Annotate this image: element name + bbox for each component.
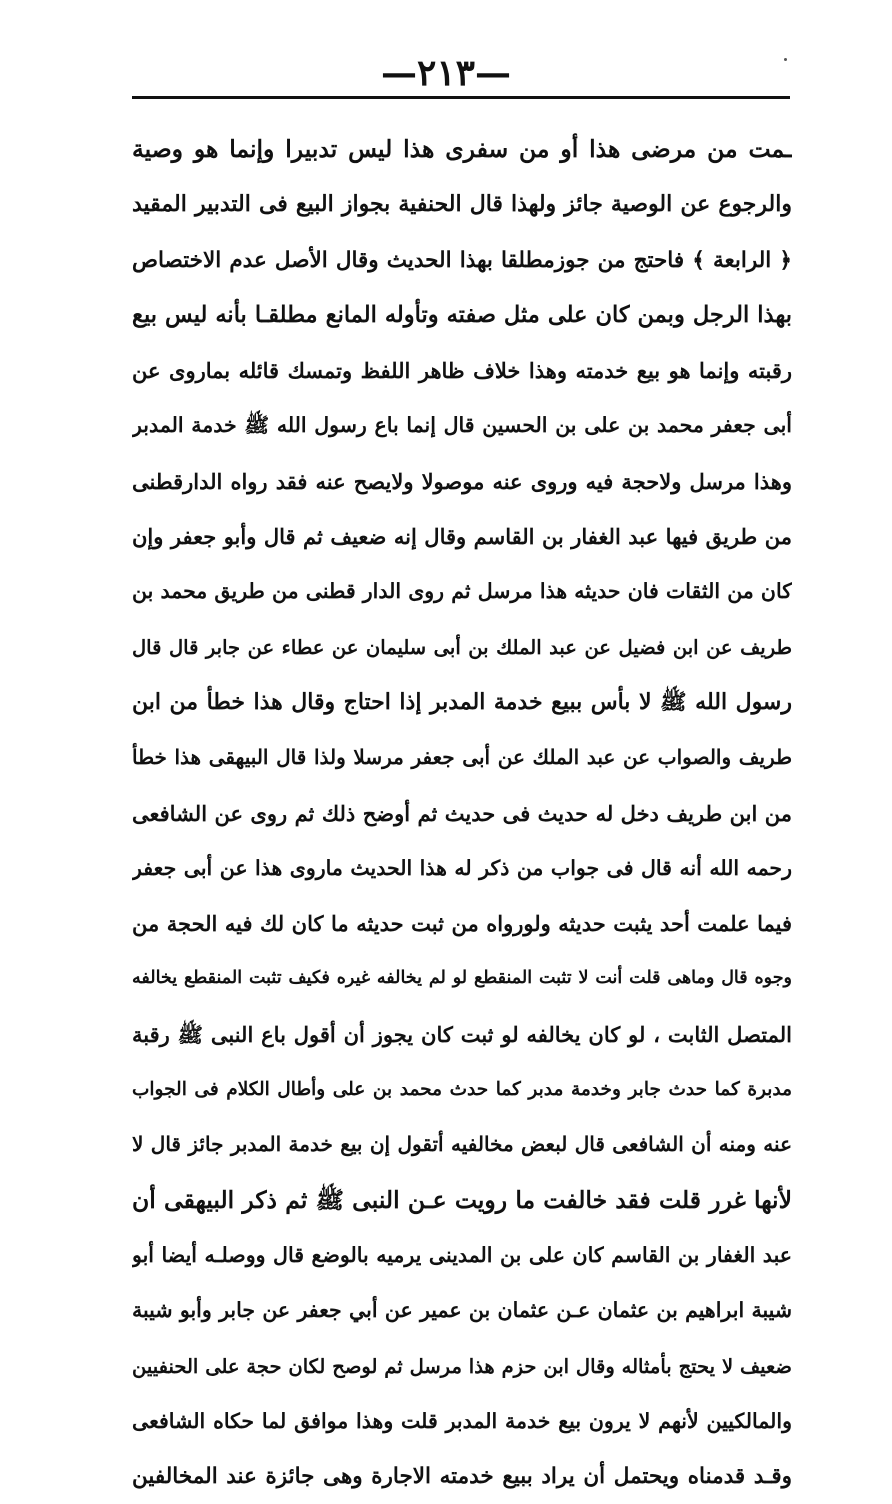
text-line-20: لأنها غرر قلت فقد خالفت ما رويت عـن النبى ﷺ ثم ذكر البيهقى أن [132, 1185, 792, 1214]
text-line-14: رحمه الله أنه قال فى جواب من ذكر له هذا الحديث ماروى هذا عن أبى جعفر [132, 855, 792, 880]
text-line-12: طريف والصواب عن عبد الملك عن أبى جعفر مرسلا ولذا قال البيهقى هذا خطأ [132, 745, 792, 770]
text-line-19: عنه ومنه أن الشافعى قال لبعض مخالفيه أتقول إن بيع خدمة المدبر جائز قال لا [132, 1132, 792, 1157]
body-text [132, 122, 792, 1504]
text-line-11: رسول الله ﷺ لا بأس ببيع خدمة المدبر إذا احتاج وقال هذا خطأ من ابن [132, 688, 792, 715]
text-line-5: رقبته وإنما هو بيع خدمته وهذا خلاف ظاهر اللفظ وتمسك قائله بماروى عن [132, 358, 792, 384]
header-rule [132, 96, 790, 99]
text-line-10: طريف عن ابن فضيل عن عبد الملك بن أبى سليمان عن عطاء عن جابر قال قال [132, 635, 792, 659]
text-line-22: شيبة ابراهيم بن عثمان عـن عثمان بن عمير عن أبي جعفر عن جابر وأبو شيبة [132, 1298, 792, 1323]
text-line-4: بهذا الرجل وبمن كان على مثل صفته وتأوله المانع مطلقـا بأنه ليس بيع [132, 301, 792, 328]
text-line-15: فيما علمت أحد يثبت حديثه ولورواه من ثبت حديثه ما كان لك فيه الحجة من [132, 911, 792, 937]
text-line-9: كان من الثقات فان حديثه هذا مرسل ثم روى الدار قطنى من طريق محمد بن [132, 579, 792, 604]
text-line-7: وهذا مرسل ولاحجة فيه وروى عنه موصولا ولايصح عنه فقد رواه الدارقطنى [132, 468, 792, 494]
text-line-8: من طريق فيها عبد الغفار بن القاسم وقال إنه ضعيف ثم قال وأبو جعفر وإن [132, 524, 792, 550]
text-line-13: من ابن طريف دخل له حديث فى حديث ثم أوضح ذلك ثم روى عن الشافعى [132, 800, 792, 826]
page-number: —٢١٣— [380, 52, 511, 94]
text-line-2: والرجوع عن الوصية جائز ولهذا قال الحنفية بجواز البيع فى التدبير المقيد [132, 191, 792, 218]
text-line-24: والمالكيين لأنهم لا يرون بيع خدمة المدبر قلت وهذا موافق لما حكاه الشافعى [132, 1408, 792, 1433]
text-line-25: وقـد قدمناه ويحتمل أن يراد ببيع خدمته الاجارة وهى جائزة عند المخالفين [132, 1464, 792, 1490]
text-line-16: وجوه قال وماهى قلت أنت لا تثبت المنقطع لو لم يخالفه غيره فكيف تثبت المنقطع يخالفه [132, 968, 792, 989]
text-line-1: ـمت من مرضى هذا أو من سفرى هذا ليس تدبيرا وإنما هو وصية [132, 135, 792, 163]
text-line-3: ﴿ الرابعة ﴾ فاحتج من جوزمطلقا بهذا الحديث وقال الأصل عدم الاختصاص [132, 247, 792, 273]
text-line-17: المتصل الثابت ، لو كان يخالفه لو ثبت كان يجوز أن أقول باع النبى ﷺ رقبة [132, 1021, 792, 1047]
text-line-18: مدبرة كما حدث جابر وخدمة مدبر كما حدث محمد بن على وأطال الكلام فى الجواب [132, 1079, 792, 1101]
text-line-6: أبى جعفر محمد بن على بن الحسين قال إنما باع رسول الله ﷺ خدمة المدبر [132, 413, 792, 438]
text-line-21: عبد الغفار بن القاسم كان على بن المدينى يرميه بالوضع قال ووصلـه أيضا أبو [132, 1242, 792, 1267]
text-line-23: ضعيف لا يحتج بأمثاله وقال ابن حزم هذا مرسل ثم لوصح لكان حجة على الحنفيين [132, 1354, 792, 1378]
